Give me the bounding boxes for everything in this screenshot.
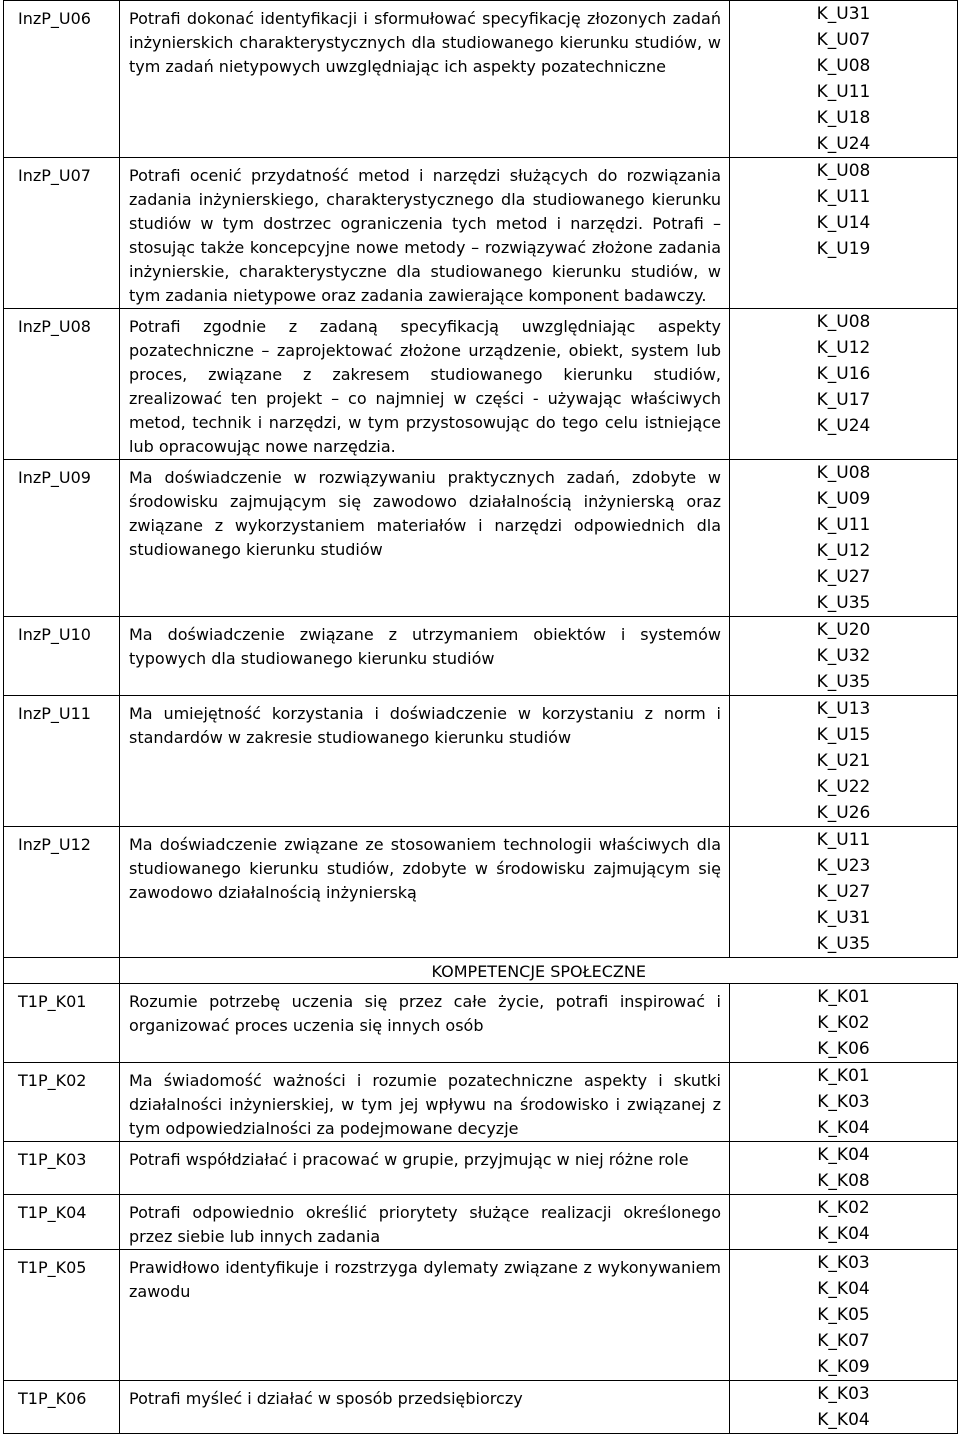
outcome-description: Potrafi współdziałać i pracować w grupie, przyjmując w niej różne role <box>120 1142 730 1195</box>
reference-code: K_U31 <box>816 4 871 24</box>
reference-codes <box>730 984 958 1063</box>
outcome-code: InzP_U11 <box>4 696 120 827</box>
reference-code: K_U08 <box>816 463 871 483</box>
reference-code: K_K05 <box>817 1305 870 1325</box>
outcome-description: Ma doświadczenie związane z utrzymaniem obiektów i systemów typowych dla studiowanego kierunku studiów <box>120 617 730 696</box>
reference-codes <box>730 309 958 460</box>
reference-code: K_U26 <box>816 803 871 823</box>
table-row <box>4 1142 958 1195</box>
reference-codes <box>730 460 958 617</box>
outcome-description: Prawidłowo identyfikuje i rozstrzyga dylematy związane z wykonywaniem zawodu <box>120 1250 730 1381</box>
reference-codes <box>730 1381 958 1434</box>
reference-code: K_U27 <box>816 882 871 902</box>
reference-code: K_U11 <box>816 830 871 850</box>
reference-code: K_K06 <box>817 1039 870 1059</box>
reference-codes <box>730 1142 958 1195</box>
competences-section <box>4 984 958 1434</box>
section-header-row <box>4 958 958 984</box>
reference-code: K_U32 <box>816 646 871 666</box>
reference-codes <box>730 1250 958 1381</box>
table-row <box>4 1195 958 1250</box>
skills-section <box>4 1 958 958</box>
reference-code: K_K04 <box>817 1410 870 1430</box>
table-row <box>4 158 958 309</box>
reference-code: K_K04 <box>817 1279 870 1299</box>
reference-code: K_U18 <box>816 108 871 128</box>
table-row <box>4 827 958 958</box>
reference-code: K_U16 <box>816 364 871 384</box>
reference-code: K_U14 <box>816 213 871 233</box>
reference-code: K_U24 <box>816 134 871 154</box>
reference-code: K_U11 <box>816 82 871 102</box>
reference-code: K_U35 <box>816 934 871 954</box>
learning-outcomes-table <box>3 0 958 1434</box>
reference-codes <box>730 1 958 158</box>
reference-code: K_U09 <box>816 489 871 509</box>
outcome-description: Potrafi dokonać identyfikacji i sformułować specyfikację złozonych zadań inżynierskich charakterystycznych dla studiowanego kierunku studiów, w tym zadań nietypowych uwzględniając ich aspekty pozatechniczne <box>120 1 730 158</box>
outcome-code: InzP_U07 <box>4 158 120 309</box>
reference-codes <box>730 1063 958 1142</box>
reference-code: K_U11 <box>816 515 871 535</box>
reference-code: K_K03 <box>817 1384 870 1404</box>
reference-code: K_K01 <box>817 1066 870 1086</box>
table-row <box>4 1063 958 1142</box>
reference-code: K_K02 <box>817 1198 870 1218</box>
outcome-code: T1P_K02 <box>4 1063 120 1142</box>
outcome-code: T1P_K04 <box>4 1195 120 1250</box>
table-row <box>4 696 958 827</box>
outcome-code: InzP_U09 <box>4 460 120 617</box>
outcome-code: T1P_K03 <box>4 1142 120 1195</box>
reference-code: K_U08 <box>816 161 871 181</box>
table-row <box>4 460 958 617</box>
reference-code: K_U13 <box>816 699 871 719</box>
reference-code: K_U21 <box>816 751 871 771</box>
reference-code: K_U19 <box>816 239 871 259</box>
outcome-description: Ma doświadczenie w rozwiązywaniu praktycznych zadań, zdobyte w środowisku zajmującym się zawodowo działalnością inżynierską oraz związane z wykorzystaniem materiałów i narzędzi odpowiednich dla studiowanego kierunku studiów <box>120 460 730 617</box>
outcome-description: Ma umiejętność korzystania i doświadczenie w korzystaniu z norm i standardów w zakresie studiowanego kierunku studiów <box>120 696 730 827</box>
table-row <box>4 309 958 460</box>
table-row <box>4 1381 958 1434</box>
outcome-description: Potrafi ocenić przydatność metod i narzędzi służących do rozwiązania zadania inżynierskiego, charakterystycznego dla studiowanego kierunku studiów w tym dostrzec ograniczenia tych metod i narzędzi. Potrafi – stosując także koncepcyjne nowe metody – rozwiązywać złożone zadania inżynierskie, charakterystyczne dla studiowanego kierunku studiów, w tym zadania nietypowe oraz zadania zawierające komponent badawczy. <box>120 158 730 309</box>
outcome-code: InzP_U12 <box>4 827 120 958</box>
reference-code: K_U07 <box>816 30 871 50</box>
reference-code: K_U08 <box>816 312 871 332</box>
reference-code: K_U12 <box>816 338 871 358</box>
reference-code: K_K04 <box>817 1224 870 1244</box>
reference-codes <box>730 1195 958 1250</box>
outcome-code: InzP_U08 <box>4 309 120 460</box>
reference-code: K_U12 <box>816 541 871 561</box>
reference-code: K_U20 <box>816 620 871 640</box>
reference-code: K_K04 <box>817 1118 870 1138</box>
reference-code: K_K02 <box>817 1013 870 1033</box>
outcome-description: Potrafi odpowiednio określić priorytety służące realizacji określonego przez siebie lub innych zadania <box>120 1195 730 1250</box>
outcome-description: Potrafi myśleć i działać w sposób przedsiębiorczy <box>120 1381 730 1434</box>
outcome-code: T1P_K01 <box>4 984 120 1063</box>
reference-code: K_U24 <box>816 416 871 436</box>
reference-codes <box>730 158 958 309</box>
outcome-code: InzP_U06 <box>4 1 120 158</box>
reference-code: K_U08 <box>816 56 871 76</box>
reference-code: K_K07 <box>817 1331 870 1351</box>
table-row <box>4 1250 958 1381</box>
outcome-description: Ma świadomość ważności i rozumie pozatechniczne aspekty i skutki działalności inżynierskiej, w tym jej wpływu na środowisko i związanej z tym odpowiedzialności za podejmowane decyzje <box>120 1063 730 1142</box>
outcome-description: Rozumie potrzebę uczenia się przez całe życie, potrafi inspirować i organizować proces uczenia się innych osób <box>120 984 730 1063</box>
reference-code: K_K09 <box>817 1357 870 1377</box>
outcome-code: InzP_U10 <box>4 617 120 696</box>
outcome-code: T1P_K06 <box>4 1381 120 1434</box>
reference-code: K_K03 <box>817 1253 870 1273</box>
outcome-description: Potrafi zgodnie z zadaną specyfikacją uwzględniając aspekty pozatechniczne – zaprojektować złożone urządzenie, obiekt, system lub proces, związane z zakresem studiowanego kierunku studiów, zrealizować ten projekt – co najmniej w części - używając właściwych metod, technik i narzędzi, w tym przystosowując do tego celu istniejące lub opracowując nowe narzędzia. <box>120 309 730 460</box>
reference-code: K_K04 <box>817 1145 870 1165</box>
table-row <box>4 1 958 158</box>
reference-code: K_U35 <box>816 593 871 613</box>
reference-code: K_U17 <box>816 390 871 410</box>
reference-codes <box>730 827 958 958</box>
section-header: KOMPETENCJE SPOŁECZNE <box>120 958 958 984</box>
table-row <box>4 617 958 696</box>
reference-code: K_U35 <box>816 672 871 692</box>
reference-code: K_U23 <box>816 856 871 876</box>
reference-code: K_K08 <box>817 1171 870 1191</box>
outcome-description: Ma doświadczenie związane ze stosowaniem technologii właściwych dla studiowanego kierunku studiów, zdobyte w środowisku zajmującym się zawodowo działalnością inżynierską <box>120 827 730 958</box>
outcome-code: T1P_K05 <box>4 1250 120 1381</box>
reference-code: K_U22 <box>816 777 871 797</box>
reference-code: K_K03 <box>817 1092 870 1112</box>
reference-code: K_U31 <box>816 908 871 928</box>
reference-code: K_U27 <box>816 567 871 587</box>
reference-code: K_U11 <box>816 187 871 207</box>
reference-code: K_K01 <box>817 987 870 1007</box>
table-row <box>4 984 958 1063</box>
reference-codes <box>730 696 958 827</box>
reference-code: K_U15 <box>816 725 871 745</box>
reference-codes <box>730 617 958 696</box>
